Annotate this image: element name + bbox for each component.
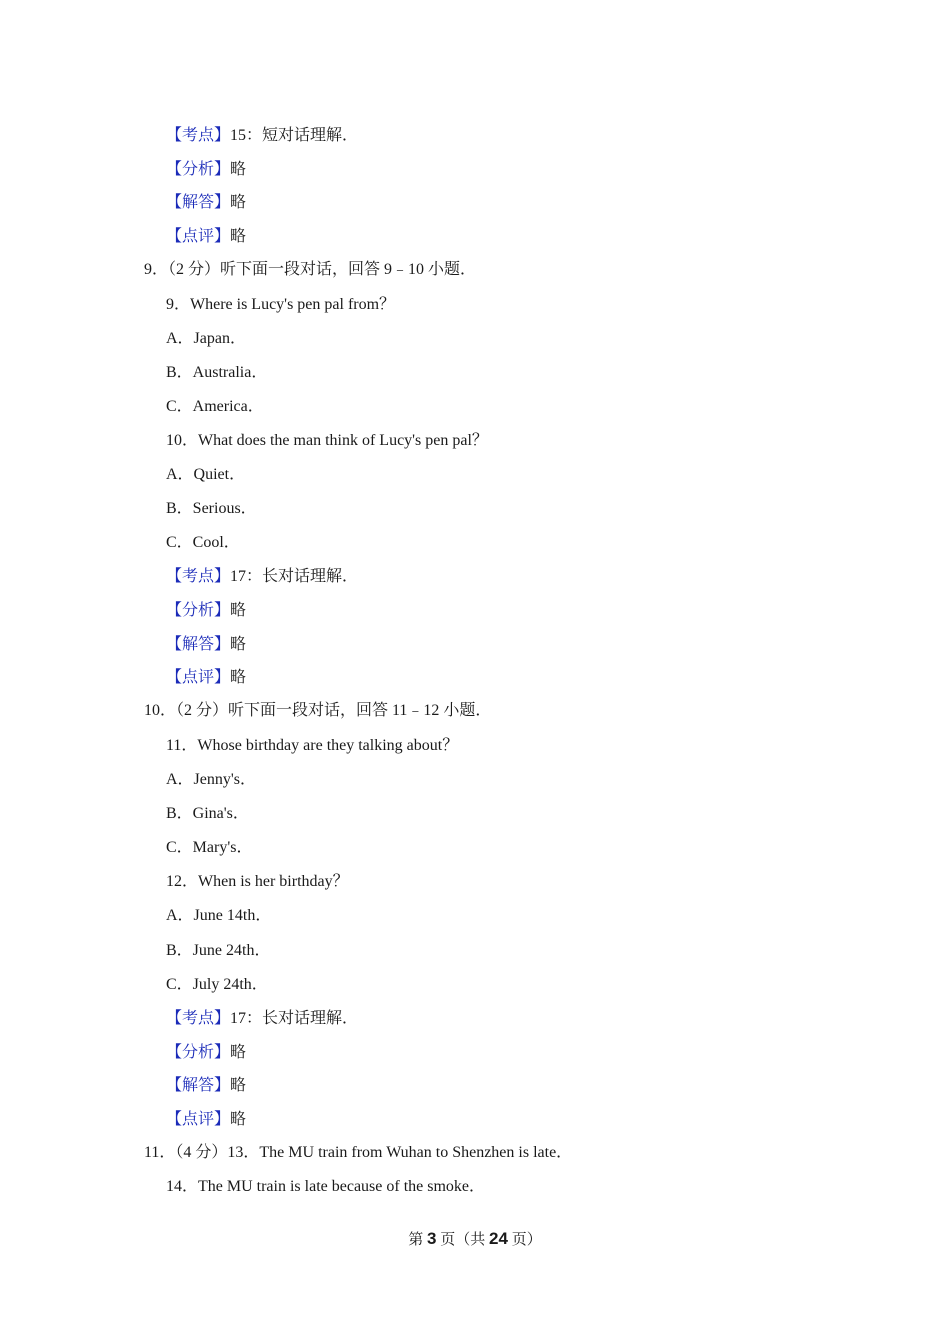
dianping-text: 略 bbox=[230, 228, 247, 245]
q9-jieda bbox=[166, 635, 246, 655]
q10-fenxi bbox=[166, 1043, 246, 1063]
q10-kaodian bbox=[166, 1009, 358, 1029]
jieda-text: 略 bbox=[230, 194, 247, 211]
q9-kaodian bbox=[166, 567, 358, 587]
footer-prefix: 第 bbox=[408, 1232, 424, 1248]
q9-sub2-question: 10．What does the man think of Lucy's pen pal？ bbox=[166, 432, 488, 449]
q8-dianping bbox=[166, 227, 246, 247]
q10-sub1-question: 11．Whose birthday are they talking about？ bbox=[166, 737, 459, 754]
q8-jieda bbox=[166, 193, 246, 213]
fenxi-text: 略 bbox=[230, 1044, 247, 1061]
q9-sub2-option-b: B．Serious． bbox=[166, 500, 257, 517]
fenxi-tag: 【分析】 bbox=[166, 602, 231, 619]
q9-stem: 9．（2 分）听下面一段对话，回答 9﹣10 小题． bbox=[144, 261, 477, 278]
q10-jieda bbox=[166, 1076, 246, 1096]
kaodian-tag: 【考点】 bbox=[166, 568, 231, 585]
kaodian-tag: 【考点】 bbox=[166, 127, 231, 144]
footer-middle: 页（共 bbox=[440, 1232, 486, 1248]
fenxi-text: 略 bbox=[230, 161, 247, 178]
q9-sub2-option-c: C．Cool． bbox=[166, 534, 240, 551]
q9-sub1-option-a: A．Japan． bbox=[166, 330, 246, 347]
jieda-text: 略 bbox=[230, 636, 247, 653]
q11-line2: 14．The MU train is late because of the smoke． bbox=[166, 1178, 486, 1195]
q11-stem: 11．（4 分）13．The MU train from Wuhan to Shenzhen is late． bbox=[144, 1144, 573, 1161]
q10-sub1-option-c: C．Mary's． bbox=[166, 839, 253, 856]
kaodian-text: 15：短对话理解． bbox=[230, 127, 359, 144]
q10-sub1-option-b: B．Gina's． bbox=[166, 805, 249, 822]
jieda-tag: 【解答】 bbox=[166, 1077, 231, 1094]
q10-sub2-option-b: B．June 24th． bbox=[166, 942, 271, 959]
q9-sub1-option-b: B．Australia． bbox=[166, 364, 268, 381]
q9-dianping bbox=[166, 668, 246, 688]
q10-sub2-option-a: A．June 14th． bbox=[166, 907, 272, 924]
dianping-tag: 【点评】 bbox=[166, 669, 231, 686]
jieda-tag: 【解答】 bbox=[166, 636, 231, 653]
dianping-text: 略 bbox=[230, 1111, 247, 1128]
fenxi-tag: 【分析】 bbox=[166, 1044, 231, 1061]
kaodian-text: 17：长对话理解． bbox=[230, 1010, 359, 1027]
q10-sub2-question: 12．When is her birthday？ bbox=[166, 873, 349, 890]
dianping-tag: 【点评】 bbox=[166, 228, 231, 245]
total-pages-number: 24 bbox=[489, 1229, 508, 1248]
q10-stem: 10．（2 分）听下面一段对话，回答 11﹣12 小题． bbox=[144, 702, 492, 719]
q9-fenxi bbox=[166, 601, 246, 621]
jieda-tag: 【解答】 bbox=[166, 194, 231, 211]
jieda-text: 略 bbox=[230, 1077, 247, 1094]
dianping-text: 略 bbox=[230, 669, 247, 686]
q10-sub1-option-a: A．Jenny's． bbox=[166, 771, 256, 788]
q9-sub1-option-c: C．America． bbox=[166, 398, 264, 415]
q9-sub1-question: 9．Where is Lucy's pen pal from？ bbox=[166, 296, 396, 313]
kaodian-text: 17：长对话理解． bbox=[230, 568, 359, 585]
fenxi-tag: 【分析】 bbox=[166, 161, 231, 178]
kaodian-tag: 【考点】 bbox=[166, 1010, 231, 1027]
q10-sub2-option-c: C．July 24th． bbox=[166, 976, 268, 993]
footer-suffix: 页） bbox=[511, 1232, 542, 1248]
page-footer bbox=[0, 1229, 950, 1250]
current-page-number: 3 bbox=[427, 1229, 437, 1248]
q8-fenxi bbox=[166, 160, 246, 180]
dianping-tag: 【点评】 bbox=[166, 1111, 231, 1128]
fenxi-text: 略 bbox=[230, 602, 247, 619]
q9-sub2-option-a: A．Quiet． bbox=[166, 466, 246, 483]
q8-kaodian bbox=[166, 126, 358, 146]
q10-dianping bbox=[166, 1110, 246, 1130]
